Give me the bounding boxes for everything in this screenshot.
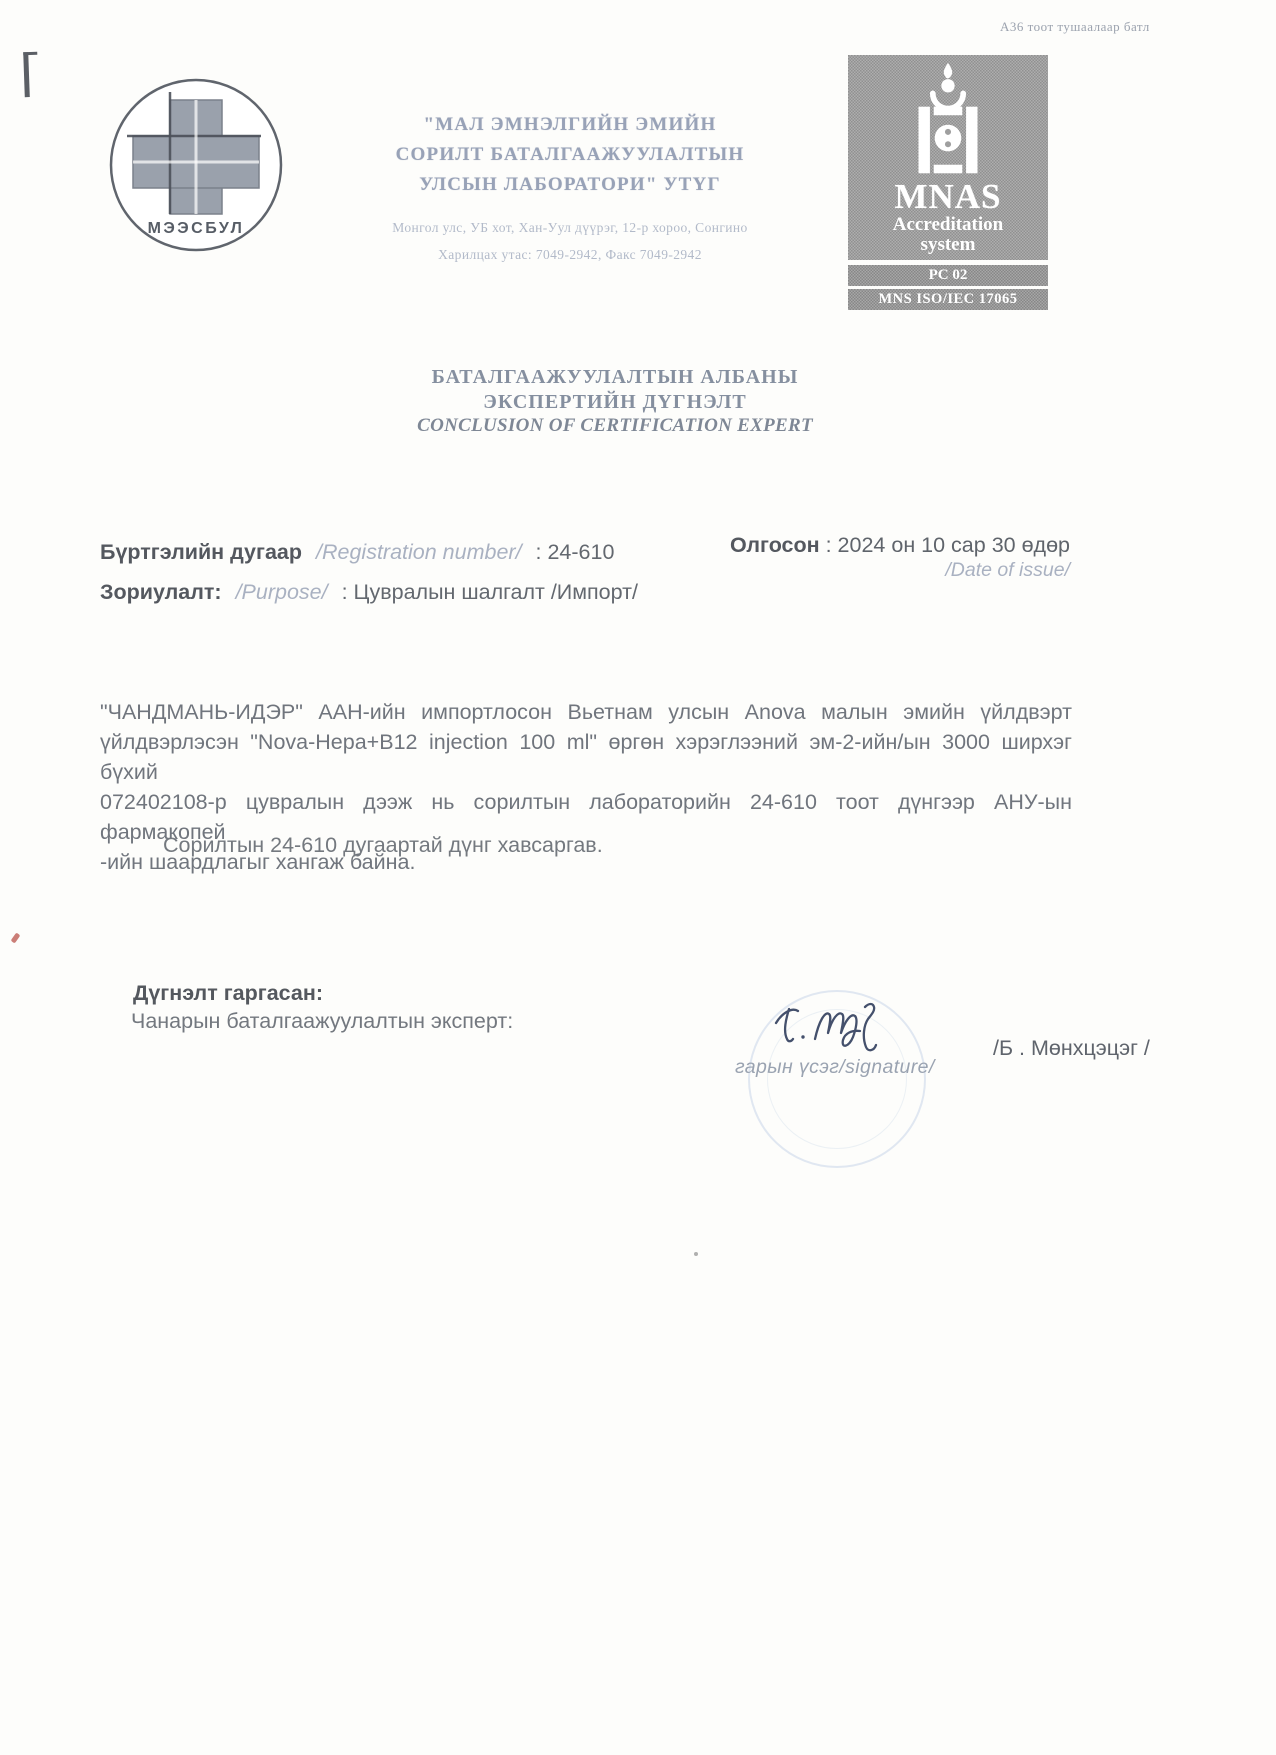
signoff-block <box>133 981 513 1034</box>
scan-artifact-corner <box>23 52 39 97</box>
issued-value: : 2024 он 10 сар 30 өдөр <box>819 533 1070 557</box>
org-name-line3: УЛСЫН ЛАБОРАТОРИ" УТҮГ <box>419 174 721 195</box>
title-mn-line2: ЭКСПЕРТИЙН ДҮГНЭЛТ <box>483 390 747 413</box>
registration-label: Бүртгэлийн дугаар <box>100 540 303 564</box>
registration-value: : 24-610 <box>535 540 615 564</box>
date-of-issue-block <box>728 533 1070 582</box>
purpose-value: : Цувралын шалгалт /Импорт/ <box>341 580 638 604</box>
accreditation-scheme-code: PC 02 <box>848 265 1048 286</box>
issued-label: Олгосон <box>729 533 820 557</box>
accreditation-standard: MNS ISO/IEC 17065 <box>848 289 1048 310</box>
org-address-line1: Монгол улс, УБ хот, Хан-Уул дүүрэг, 12-р хороо, Сонгино <box>392 220 748 235</box>
signature-caption: гарын үсэг/signature/ <box>735 1056 935 1078</box>
accreditation-mark <box>848 55 1048 260</box>
approval-note: А36 тоот тушаалаар батл <box>1000 19 1150 34</box>
title-mn-line1: БАТАЛГААЖУУЛАЛТЫН АЛБАНЫ <box>431 366 799 388</box>
attachment-note: Сорилтын 24-610 дугаартай дүнг хавсаргав. <box>163 833 603 857</box>
accreditation-acronym: MNAS <box>894 177 1002 216</box>
conclusion-line1: "ЧАНДМАНЬ-ИДЭР" ААН-ийн импортлосон Вьетнам улсын Anova малын эмийн үйлдвэрт <box>100 700 1072 724</box>
registration-label-en: /Registration number/ <box>316 540 522 564</box>
conclusion-line4: -ийн шаардлагыг хангаж байна. <box>100 850 416 874</box>
purpose-label-en: /Purpose/ <box>235 580 328 604</box>
laboratory-cross-logo-icon <box>107 76 285 254</box>
purpose-label: Зориулалт: <box>100 580 222 604</box>
org-name-line2: СОРИЛТ БАТАЛГААЖУУЛАЛТЫН <box>395 144 745 165</box>
signoff-expert-line: Чанарын баталгаажуулалтын эксперт: <box>131 1009 514 1033</box>
logo-caption: МЭЭСБУЛ <box>147 220 245 237</box>
issued-label-en: /Date of issue/ <box>945 559 1070 581</box>
signer-name: /Б . Мөнхцэцэг / <box>993 1036 1150 1060</box>
accreditation-system-line2: system <box>920 234 976 255</box>
registration-number-row <box>100 540 614 565</box>
title-en-line: CONCLUSION OF CERTIFICATION EXPERT <box>417 415 813 436</box>
handwritten-signature <box>770 993 900 1057</box>
org-name-line1: "МАЛ ЭМНЭЛГИЙН ЭМИЙН <box>423 114 717 135</box>
conclusion-line2: үйлдвэрлэсэн "Nova-Hepa+B12 injection 100 ml" өргөн хэрэглээний эм-2-ийн/ын 3000 ширхэг бүхий <box>100 730 1072 784</box>
purpose-row <box>100 580 638 605</box>
conclusion-line3: 072402108-р цувралын дээж нь сорилтын лабораторийн 24-610 тоот дүнгээр АНУ-ын фармакопей <box>100 790 1072 844</box>
organisation-address <box>350 214 790 268</box>
scan-speck-gray <box>694 1252 698 1256</box>
accreditation-system-line1: Accreditation <box>892 214 1004 235</box>
document-title <box>395 365 835 439</box>
scan-speck-red <box>11 932 21 943</box>
signoff-heading: Дүгнэлт гаргасан: <box>133 981 323 1005</box>
org-address-line2: Харилцах утас: 7049-2942, Факс 7049-2942 <box>438 247 702 262</box>
organisation-name <box>350 110 790 200</box>
soyombo-emblem-icon <box>909 61 987 179</box>
